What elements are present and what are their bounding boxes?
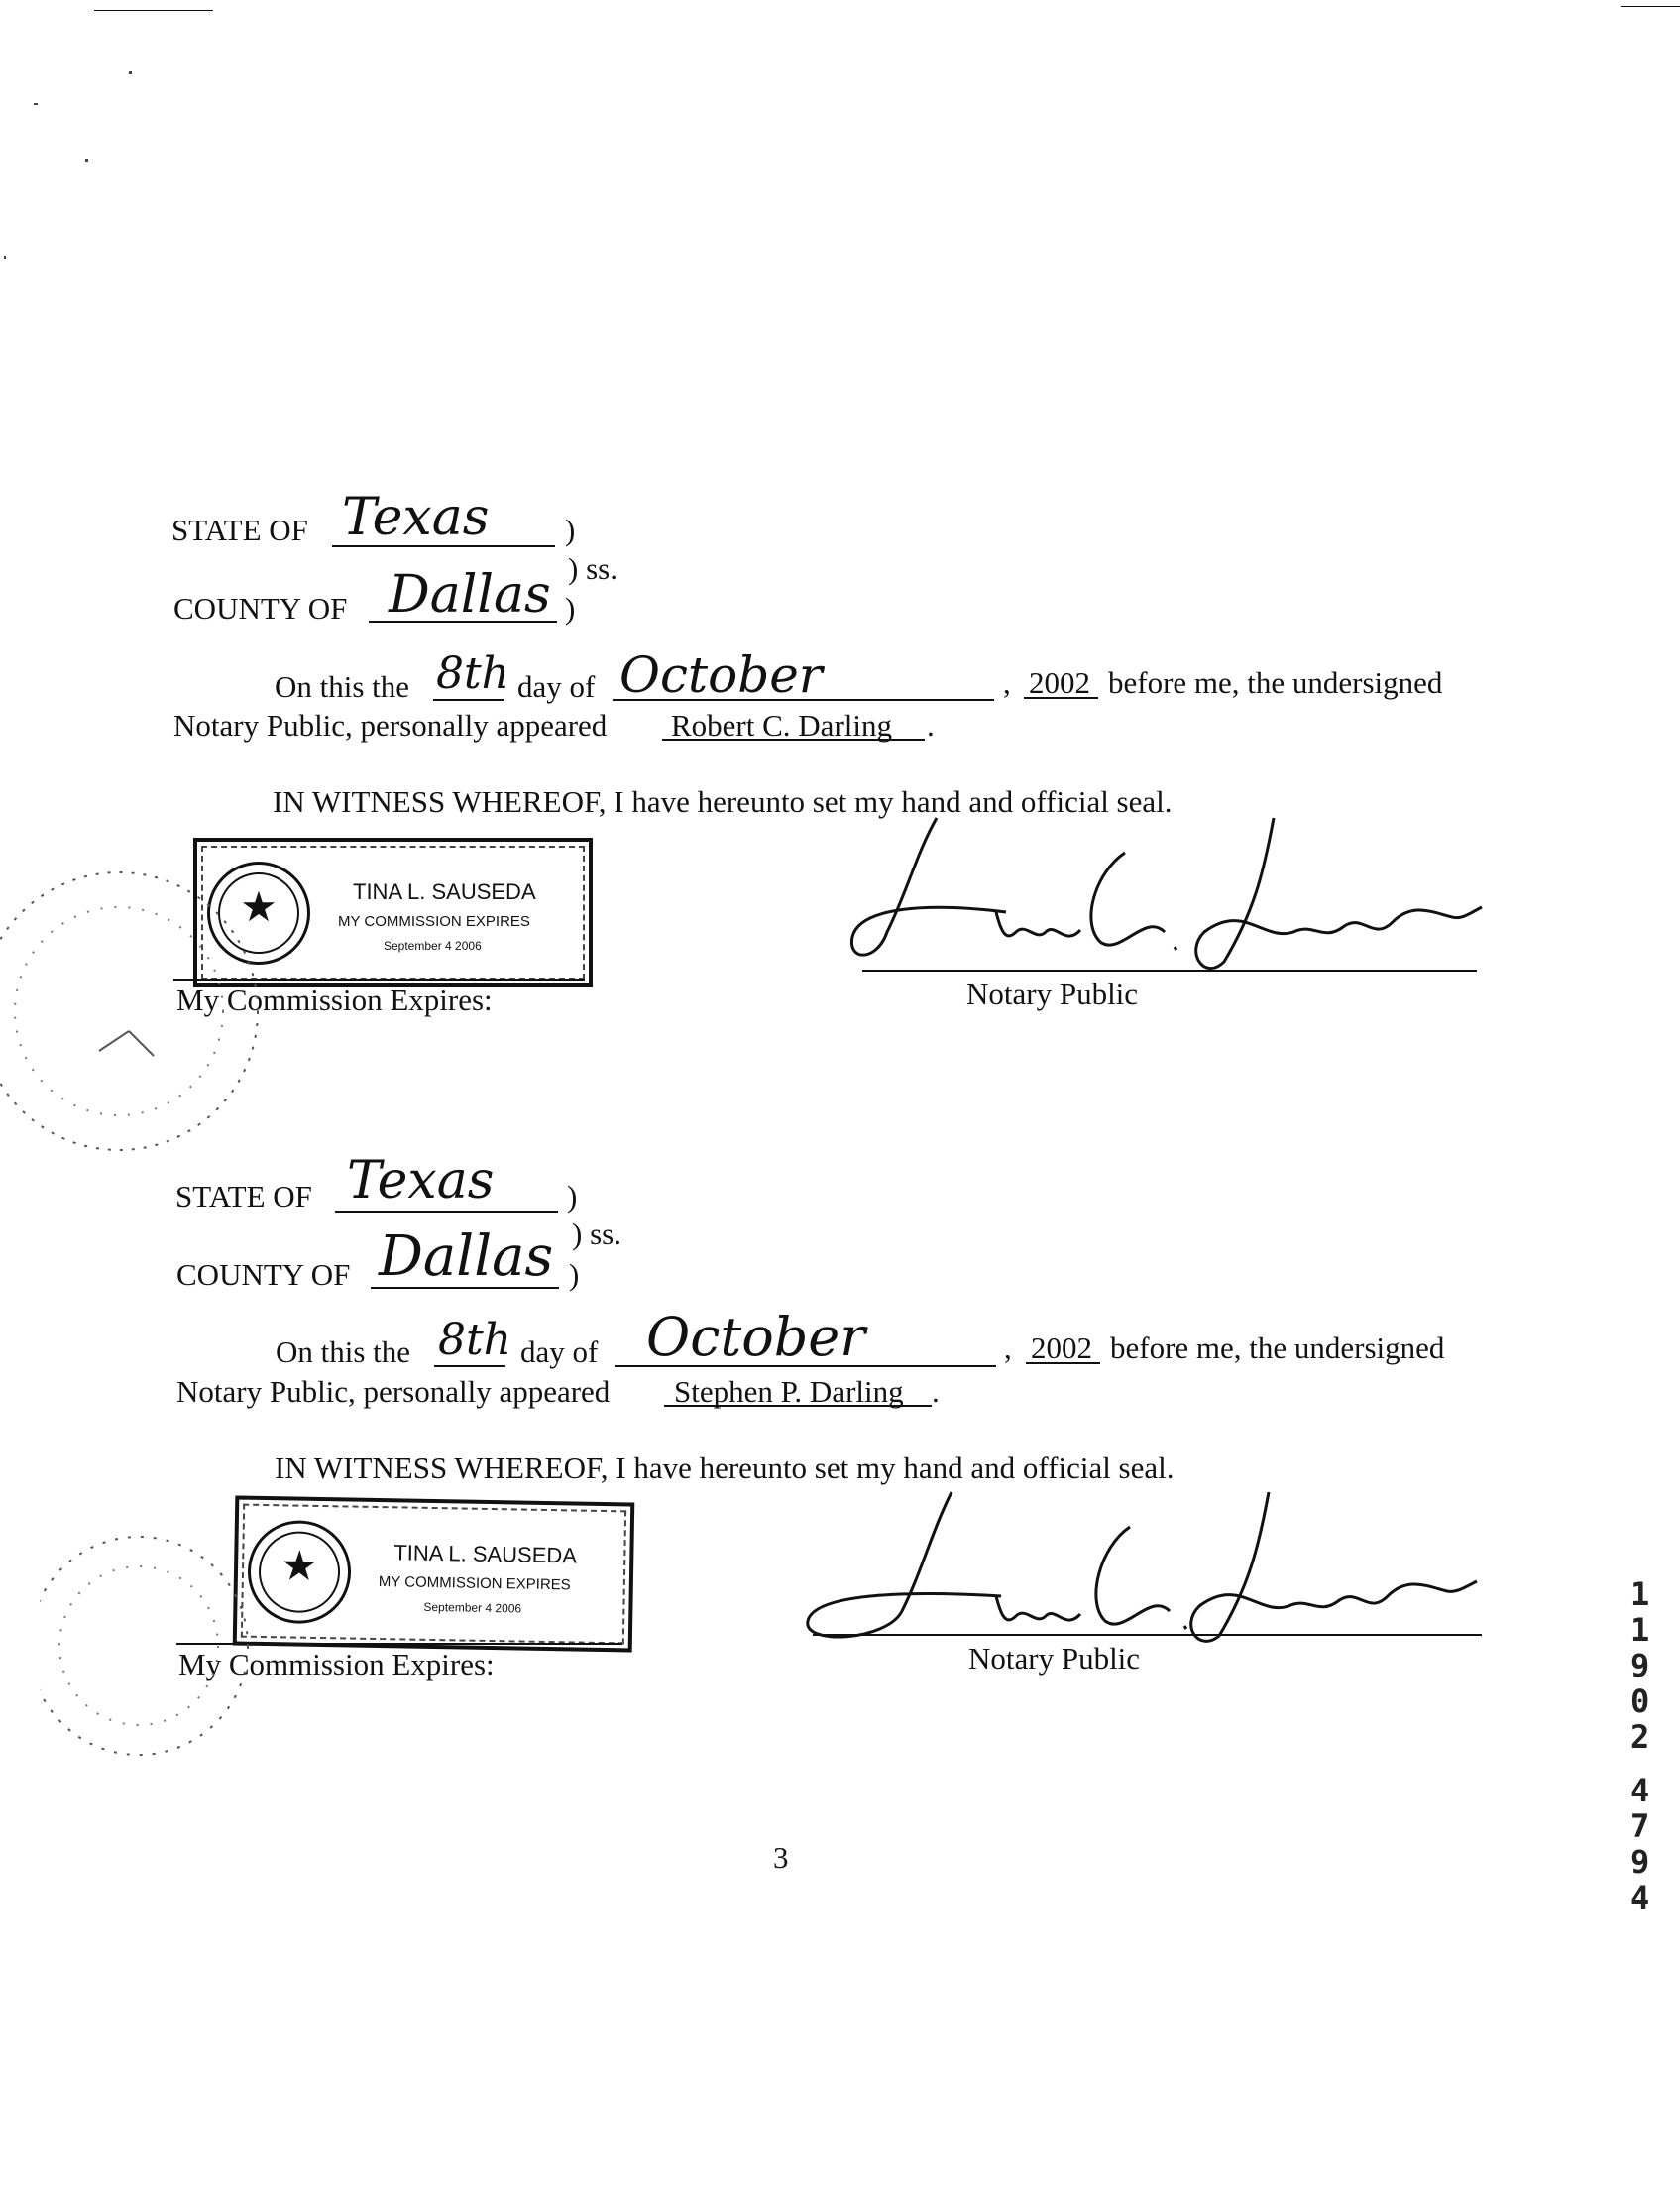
notary-public-label: Notary Public [968, 1641, 1141, 1676]
county-handwritten-value: Dallas [379, 1224, 554, 1289]
county-label: COUNTY OF [173, 591, 348, 626]
state-label: STATE OF [175, 1179, 312, 1214]
county-handwritten-value: Dallas [389, 565, 551, 625]
star-icon: ★ [280, 1541, 319, 1590]
day-field-line [433, 699, 504, 701]
margin-document-number-digit: 9 [1630, 1647, 1650, 1684]
margin-document-number-digit: 1 [1630, 1575, 1650, 1613]
before-me-text: before me, the undersigned [1110, 1330, 1445, 1365]
state-field-line [335, 1211, 558, 1213]
before-me-text: before me, the undersigned [1108, 665, 1443, 700]
embossed-seal-icon [0, 853, 268, 1170]
notary-public-label: Notary Public [966, 977, 1139, 1011]
county-close-paren: ) [565, 591, 576, 626]
margin-document-number-digit: 4 [1630, 1772, 1650, 1809]
notary-appeared-text: Notary Public, personally appeared [173, 708, 608, 743]
commission-expires-label: My Commission Expires: [178, 1647, 495, 1681]
day-field-line [434, 1365, 505, 1367]
year-value: 2002 [1031, 1330, 1092, 1365]
person-field-line [664, 1405, 932, 1407]
scan-mark-line [94, 10, 213, 11]
stamp-commission-label: MY COMMISSION EXPIRES [378, 1573, 571, 1594]
signature-line [813, 1634, 1482, 1636]
scan-mark-line [1621, 6, 1680, 7]
stamp-notary-name: TINA L. SAUSEDA [393, 1540, 578, 1568]
state-label: STATE OF [171, 513, 308, 547]
notary-stamp [233, 1495, 635, 1652]
notary-signature [847, 813, 1492, 986]
on-this-the-text: On this the [275, 669, 410, 704]
comma: , [1003, 665, 1011, 700]
month-handwritten-value: October [646, 1306, 866, 1368]
margin-document-number-digit: 0 [1630, 1682, 1650, 1720]
stamp-notary-name: TINA L. SAUSEDA [353, 879, 536, 904]
margin-document-number-digit: 1 [1630, 1611, 1650, 1649]
margin-document-number-digit: 4 [1630, 1879, 1650, 1916]
year-field-line [1024, 697, 1098, 699]
ss-mark: ) ss. [568, 551, 617, 586]
page-number: 3 [773, 1840, 789, 1875]
notary-signature [803, 1482, 1487, 1656]
witness-statement: IN WITNESS WHEREOF, I have hereunto set my hand and official seal. [273, 784, 1173, 819]
embossed-seal-icon [40, 1517, 258, 1775]
commission-expires-label: My Commission Expires: [176, 983, 493, 1017]
stamp-expiry-date: September 4 2006 [423, 1599, 522, 1616]
state-close-paren: ) [565, 513, 576, 547]
year-value: 2002 [1029, 665, 1090, 700]
state-handwritten-value: Texas [347, 1151, 495, 1211]
margin-document-number-digit: 7 [1630, 1807, 1650, 1845]
person-name: Robert C. Darling [671, 708, 892, 743]
stamp-commission-label: MY COMMISSION EXPIRES [338, 913, 530, 930]
month-handwritten-value: October [619, 646, 823, 704]
stamp-expiry-date: September 4 2006 [384, 939, 482, 953]
day-of-text: day of [517, 669, 596, 704]
comma: , [1004, 1330, 1012, 1365]
scan-speck [85, 159, 88, 162]
scan-speck [129, 71, 132, 74]
person-period: . [932, 1374, 940, 1409]
state-close-paren: ) [567, 1179, 578, 1214]
margin-document-number-digit: 9 [1630, 1843, 1650, 1881]
person-period: . [927, 708, 935, 743]
ss-mark: ) ss. [572, 1216, 621, 1251]
day-of-text: day of [520, 1334, 599, 1369]
margin-document-number-digit: 2 [1630, 1718, 1650, 1756]
county-label: COUNTY OF [176, 1257, 351, 1292]
witness-statement: IN WITNESS WHEREOF, I have hereunto set my hand and official seal. [275, 1450, 1175, 1485]
notary-appeared-text: Notary Public, personally appeared [176, 1374, 611, 1409]
star-icon: ★ [240, 882, 278, 931]
county-close-paren: ) [569, 1257, 580, 1292]
scan-speck [34, 103, 38, 105]
on-this-the-text: On this the [276, 1334, 411, 1369]
day-handwritten-value: 8th [436, 648, 510, 699]
signature-line [862, 970, 1477, 972]
person-name: Stephen P. Darling [674, 1374, 904, 1409]
day-handwritten-value: 8th [438, 1315, 512, 1365]
person-field-line [662, 739, 925, 741]
year-field-line [1026, 1362, 1100, 1364]
scan-speck [4, 256, 6, 259]
state-handwritten-value: Texas [342, 488, 490, 547]
